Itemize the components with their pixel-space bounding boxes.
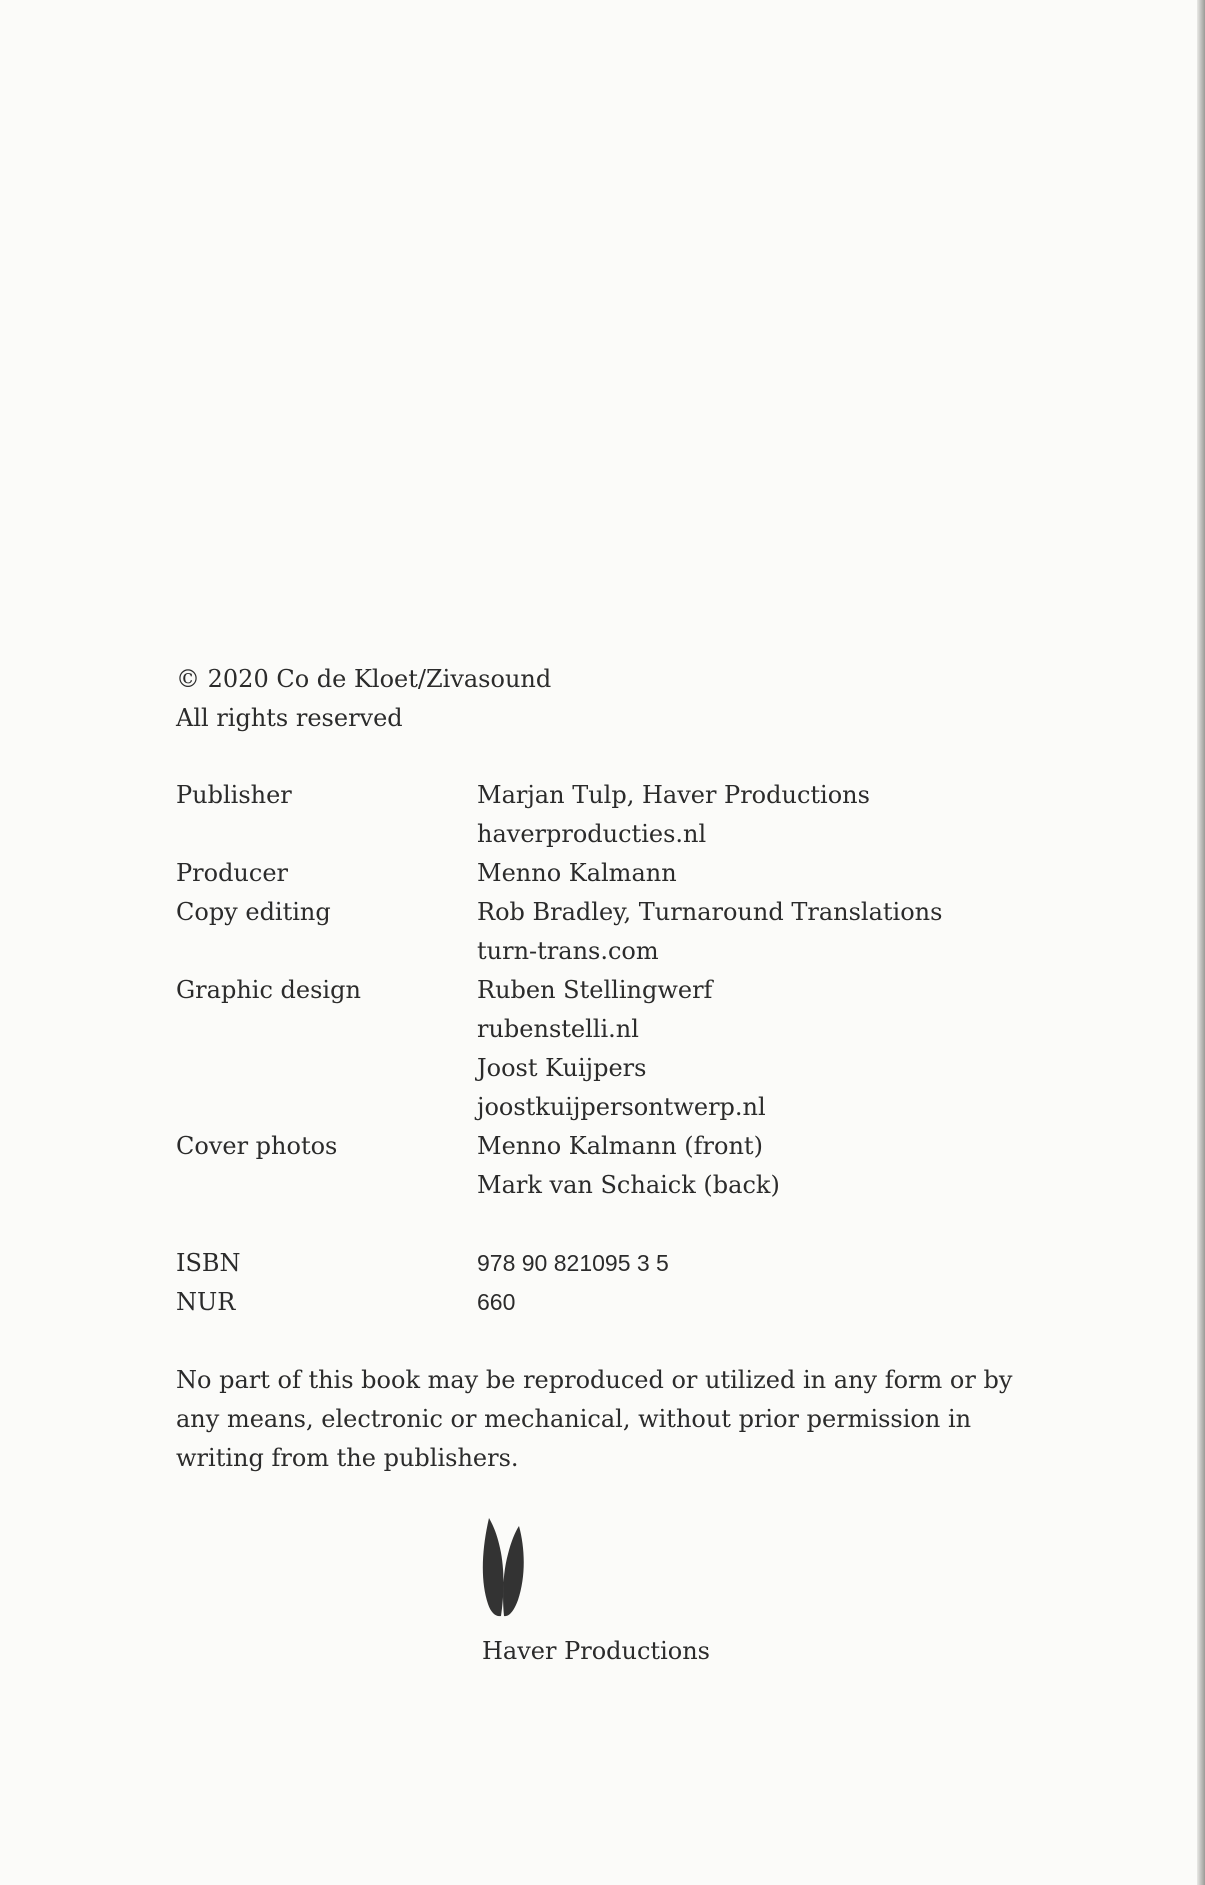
credit-row-copy-editing — [176, 893, 976, 971]
colophon — [176, 660, 1013, 1478]
credit-value: turn-trans.com — [477, 937, 659, 965]
identifiers — [176, 1244, 976, 1322]
credit-value: Joost Kuijpers — [477, 1054, 647, 1082]
credit-label: Cover photos — [176, 1132, 338, 1160]
credit-value: haverproducties.nl — [477, 820, 707, 848]
imprint-name: Haver Productions — [482, 1637, 710, 1665]
credit-value: joostkuijpersontwerp.nl — [477, 1093, 766, 1121]
leaf-sprout-icon — [482, 1518, 526, 1618]
page-edge — [1197, 0, 1205, 1885]
nur-row — [176, 1283, 976, 1322]
nur-label: NUR — [176, 1288, 236, 1316]
copyright-block — [176, 660, 976, 738]
credit-value: Ruben Stellingwerf — [477, 976, 713, 1004]
credit-row-publisher — [176, 776, 976, 854]
credit-value: rubenstelli.nl — [477, 1015, 639, 1043]
credit-values — [477, 971, 976, 1127]
publisher-logo — [482, 1518, 526, 1618]
credit-label: Producer — [176, 859, 289, 887]
credit-row-producer — [176, 854, 976, 893]
notice-line: No part of this book may be reproduced or utilized in any form or by — [176, 1366, 1013, 1394]
reproduction-notice — [176, 1361, 1013, 1478]
credit-label: Copy editing — [176, 898, 331, 926]
isbn-label: ISBN — [176, 1249, 241, 1277]
logo-leaf-right — [503, 1526, 524, 1616]
credit-values — [477, 776, 976, 854]
credit-label: Publisher — [176, 781, 292, 809]
credit-values — [477, 1127, 976, 1205]
credit-row-graphic-design — [176, 971, 976, 1127]
credit-values — [477, 854, 976, 893]
logo-leaf-left — [483, 1518, 504, 1616]
credit-values — [477, 893, 976, 971]
credit-value: Mark van Schaick (back) — [477, 1171, 780, 1199]
isbn-value: 978 90 821095 3 5 — [477, 1250, 669, 1276]
nur-value: 660 — [477, 1289, 516, 1315]
credit-value: Menno Kalmann — [477, 859, 677, 887]
credit-row-cover-photos — [176, 1127, 976, 1205]
copyright-notice: © 2020 Co de Kloet/Zivasound — [176, 665, 552, 693]
credit-value: Rob Bradley, Turnaround Translations — [477, 898, 943, 926]
credit-value: Marjan Tulp, Haver Productions — [477, 781, 870, 809]
credit-label: Graphic design — [176, 976, 361, 1004]
notice-line: writing from the publishers. — [176, 1444, 519, 1472]
rights-reserved: All rights reserved — [176, 704, 403, 732]
credits-list — [176, 776, 976, 1205]
notice-line: any means, electronic or mechanical, without prior permission in — [176, 1405, 972, 1433]
isbn-row — [176, 1244, 976, 1283]
credit-value: Menno Kalmann (front) — [477, 1132, 763, 1160]
